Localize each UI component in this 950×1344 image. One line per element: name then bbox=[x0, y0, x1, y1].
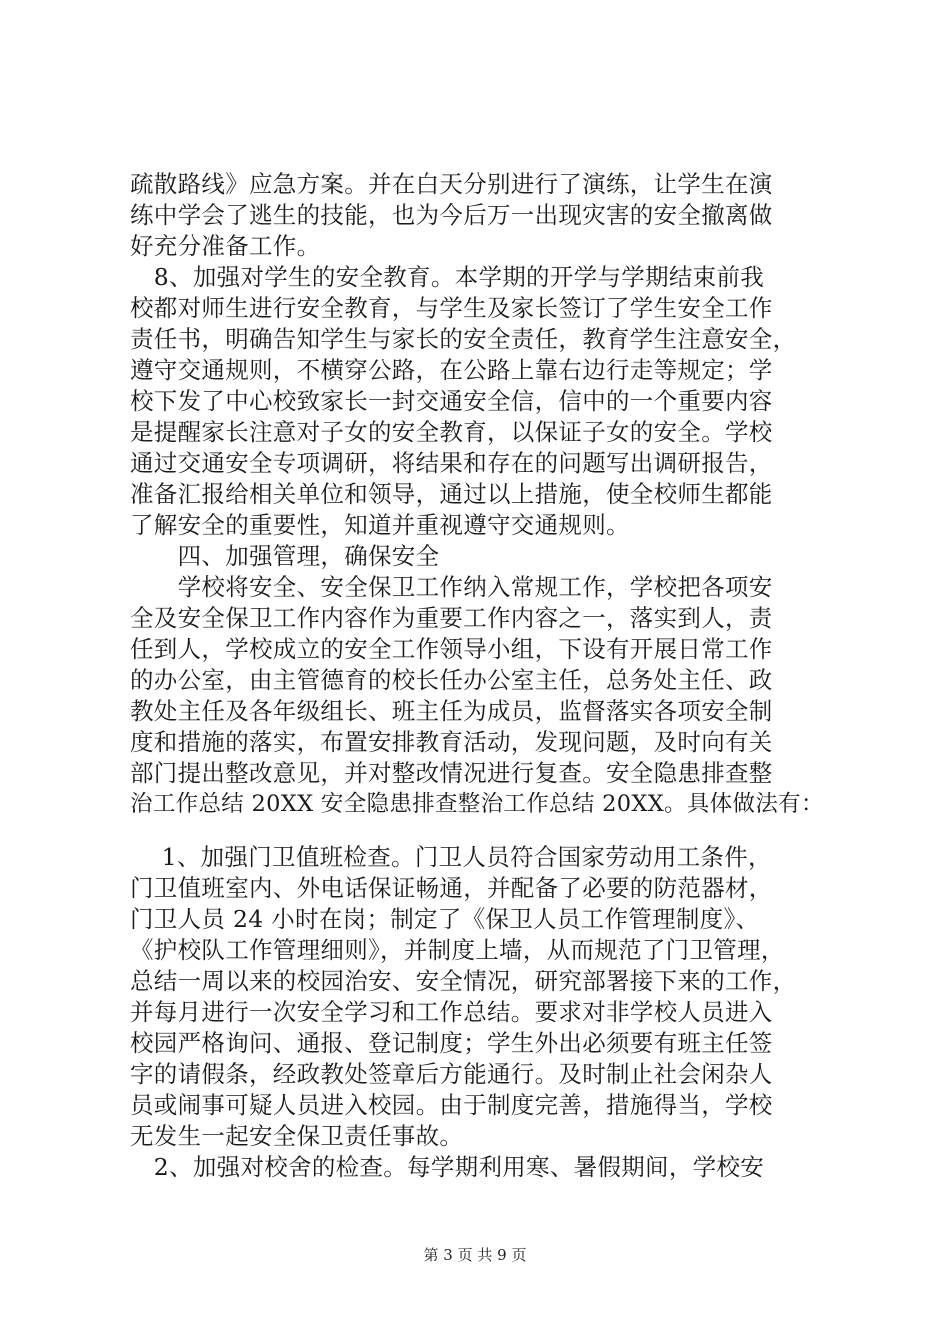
body-text-line: 学校将安全、安全保卫工作纳入常规工作，学校把各项安 bbox=[130, 573, 773, 601]
body-text-line: 字的请假条，经政教处签章后方能通行。及时制止社会闲杂人 bbox=[130, 1060, 773, 1088]
body-text-line: 8、加强对学生的安全教育。本学期的开学与学期结束前我 bbox=[130, 263, 765, 291]
body-text-line: 2、加强对校舍的检查。每学期利用寒、暑假期间，学校安 bbox=[130, 1153, 765, 1181]
body-text-line: 责任书，明确告知学生与家长的安全责任，教育学生注意安全， bbox=[130, 325, 797, 353]
body-text-line: 门卫值班室内、外电话保证畅通，并配备了必要的防范器材， bbox=[130, 874, 773, 902]
body-text-line: 了解安全的重要性，知道并重视遵守交通规则。 bbox=[130, 511, 630, 539]
body-text-line: 好充分准备工作。 bbox=[130, 232, 321, 260]
body-text-line: 教处主任及各年级组长、班主任为成员，监督落实各项安全制 bbox=[130, 697, 773, 725]
body-text-line: 员或闹事可疑人员进入校园。由于制度完善，措施得当，学校 bbox=[130, 1091, 773, 1119]
body-text-line: 任到人，学校成立的安全工作领导小组，下设有开展日常工作 bbox=[130, 635, 773, 663]
body-text-line: 《护校队工作管理细则》，并制度上墙，从而规范了门卫管理， bbox=[130, 936, 785, 964]
body-text-line: 的办公室，由主管德育的校长任办公室主任，总务处主任、政 bbox=[130, 666, 773, 694]
body-text-line: 无发生一起安全保卫责任事故。 bbox=[130, 1122, 464, 1150]
body-text-line: 校下发了中心校致家长一封交通安全信，信中的一个重要内容 bbox=[130, 387, 773, 415]
body-text-line: 校园严格询问、通报、登记制度；学生外出必须要有班主任签 bbox=[130, 1029, 773, 1057]
body-text-line: 治工作总结 20XX 安全隐患排查整治工作总结 20XX。具体做法有： bbox=[130, 791, 824, 817]
body-text-line: 是提醒家长注意对子女的安全教育，以保证子女的安全。学校 bbox=[130, 418, 773, 446]
body-text-line: 部门提出整改意见，并对整改情况进行复查。安全隐患排查整 bbox=[130, 759, 773, 787]
body-text-line: 准备汇报给相关单位和领导，通过以上措施，使全校师生都能 bbox=[130, 480, 773, 508]
body-text-line: 练中学会了逃生的技能，也为今后万一出现灾害的安全撤离做 bbox=[130, 201, 773, 229]
body-text-line: 并每月进行一次安全学习和工作总结。要求对非学校人员进入 bbox=[130, 998, 773, 1026]
body-text-line: 遵守交通规则，不横穿公路，在公路上靠右边行走等规定；学 bbox=[130, 356, 773, 384]
body-text-line: 疏散路线》应急方案。并在白天分别进行了演练，让学生在演 bbox=[130, 170, 773, 198]
body-text-line: 校都对师生进行安全教育，与学生及家长签订了学生安全工作 bbox=[130, 294, 773, 322]
body-text-line: 总结一周以来的校园治安、安全情况，研究部署接下来的工作， bbox=[130, 967, 797, 995]
page-number-footer: 第 3 页 共 9 页 bbox=[423, 1246, 527, 1264]
body-text-line: 通过交通安全专项调研，将结果和存在的问题写出调研报告， bbox=[130, 449, 773, 477]
body-text-line: 全及安全保卫工作内容作为重要工作内容之一，落实到人，责 bbox=[130, 604, 773, 632]
body-text-line: 门卫人员 24 小时在岗；制定了《保卫人员工作管理制度》、 bbox=[130, 905, 760, 933]
body-text-line: 度和措施的落实，布置安排教育活动，发现问题，及时向有关 bbox=[130, 728, 773, 756]
body-text-line: 1、加强门卫值班检查。门卫人员符合国家劳动用工条件， bbox=[130, 843, 772, 871]
section-heading: 四、加强管理，确保安全 bbox=[130, 542, 440, 570]
